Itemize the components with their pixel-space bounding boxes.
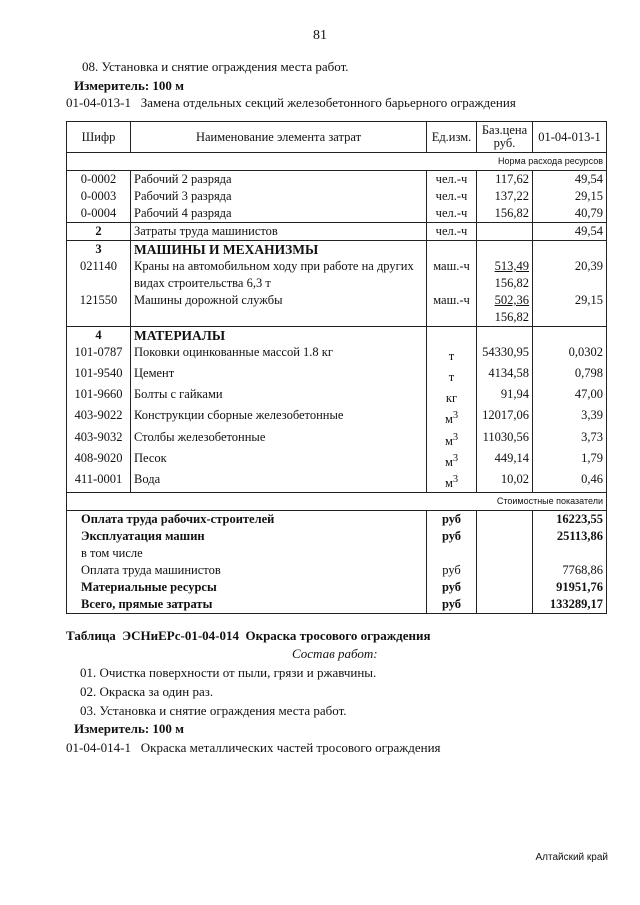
cell-name: Болты с гайками bbox=[131, 386, 427, 407]
cost-unit: руб bbox=[427, 528, 477, 545]
cost-subheader: Стоимостные показатели bbox=[67, 493, 607, 511]
table-row bbox=[67, 429, 607, 450]
cost-name: Оплата труда рабочих-строителей bbox=[67, 511, 427, 529]
cell-name: Вода bbox=[131, 471, 427, 493]
cell-price: 117,62 bbox=[477, 171, 533, 189]
cell-code: 121550 bbox=[67, 292, 131, 327]
cell-code: 2 bbox=[67, 223, 131, 241]
table-row bbox=[67, 365, 607, 386]
cell-unit: $м^3$ bbox=[427, 450, 477, 471]
cell-code: 408-9020 bbox=[67, 450, 131, 471]
work-step: 01. Очистка поверхности от пыли, грязи и ржавчины. bbox=[80, 665, 377, 680]
cell-norm: 49,54 bbox=[533, 171, 607, 189]
cost-value: 91951,76 bbox=[533, 579, 607, 596]
cell-norm: 0,46 bbox=[533, 471, 607, 493]
work-step: 02. Окраска за один раз. bbox=[80, 684, 214, 699]
composition-heading: Состав работ: bbox=[292, 646, 378, 661]
page-number: 81 bbox=[313, 28, 327, 43]
cost-unit: руб bbox=[427, 579, 477, 596]
cell-code: 0-0004 bbox=[67, 205, 131, 223]
cell-price: 156,82 bbox=[477, 205, 533, 223]
cell-price: 12017,06 bbox=[477, 407, 533, 428]
cost-name: Материальные ресурсы bbox=[67, 579, 427, 596]
cell-code: 0-0003 bbox=[67, 188, 131, 205]
cell-price: 4134,58 bbox=[477, 365, 533, 386]
cell-name: Песок bbox=[131, 450, 427, 471]
cell-name: Поковки оцинкованные массой 1.8 кг bbox=[131, 344, 427, 365]
cost-value: 133289,17 bbox=[533, 596, 607, 614]
next-table-title: Таблица ЭСНиЕРс-01-04-014 Окраска тросового ограждения bbox=[66, 628, 431, 643]
cell-unit: т bbox=[427, 344, 477, 365]
table-row bbox=[67, 450, 607, 471]
cell-norm: 20,39 bbox=[533, 258, 607, 292]
cell-norm: 3,39 bbox=[533, 407, 607, 428]
cell-price: 91,94 bbox=[477, 386, 533, 407]
cell-code: 101-9540 bbox=[67, 365, 131, 386]
cell-norm: 29,15 bbox=[533, 188, 607, 205]
norm-code-title: 01-04-014-1 Окраска металлических частей тросового ограждения bbox=[66, 740, 441, 755]
cell-name: Конструкции сборные железобетонные bbox=[131, 407, 427, 428]
table-row bbox=[67, 292, 607, 327]
section-title: МАТЕРИАЛЫ bbox=[131, 327, 427, 345]
cell-price: 11030,56 bbox=[477, 429, 533, 450]
cost-name: Всего, прямые затраты bbox=[67, 596, 427, 614]
cell-norm: 49,54 bbox=[533, 223, 607, 241]
cell-norm: 47,00 bbox=[533, 386, 607, 407]
cell-name: Краны на автомобильном ходу при работе на других видах строительства 6,3 т bbox=[131, 258, 427, 292]
machinist-row bbox=[67, 223, 607, 241]
resource-table bbox=[66, 121, 607, 614]
cell-code: 403-9022 bbox=[67, 407, 131, 428]
cell-code: 411-0001 bbox=[67, 471, 131, 493]
work-step: 08. Установка и снятие ограждения места работ. bbox=[82, 59, 349, 74]
cell-name: Столбы железобетонные bbox=[131, 429, 427, 450]
cost-unit: руб bbox=[427, 511, 477, 529]
header-name: Наименование элемента затрат bbox=[131, 122, 427, 153]
cell-unit: $м^3$ bbox=[427, 471, 477, 493]
cost-value: 16223,55 bbox=[533, 511, 607, 529]
table-row bbox=[67, 205, 607, 223]
cell-name: Рабочий 4 разряда bbox=[131, 205, 427, 223]
table-row bbox=[67, 386, 607, 407]
cell-code: 403-9032 bbox=[67, 429, 131, 450]
materials-section-row bbox=[67, 327, 607, 345]
cell-norm: 0,0302 bbox=[533, 344, 607, 365]
table-header-row bbox=[67, 122, 607, 153]
measure-unit: Измеритель: 100 м bbox=[74, 721, 185, 736]
cost-name: Эксплуатация машин bbox=[67, 528, 427, 545]
cost-row bbox=[67, 545, 607, 562]
cell-name: Машины дорожной службы bbox=[131, 292, 427, 327]
cell-unit: чел.-ч bbox=[427, 171, 477, 189]
norm-subheader: Норма расхода ресурсов bbox=[67, 153, 607, 171]
cell-name: Затраты труда машинистов bbox=[131, 223, 427, 241]
cell-norm: 0,798 bbox=[533, 365, 607, 386]
cost-row bbox=[67, 579, 607, 596]
cell-norm: 40,79 bbox=[533, 205, 607, 223]
cost-subheader-row bbox=[67, 493, 607, 511]
cost-value: 25113,86 bbox=[533, 528, 607, 545]
cell-price: 513,49 156,82 bbox=[477, 258, 533, 292]
norm-subheader-row bbox=[67, 153, 607, 171]
cell-unit: чел.-ч bbox=[427, 188, 477, 205]
header-price: Баз.цена руб. bbox=[477, 122, 533, 153]
table-row bbox=[67, 188, 607, 205]
section-code: 3 bbox=[67, 241, 131, 259]
norm-code-title: 01-04-013-1 Замена отдельных секций железобетонного барьерного ограждения bbox=[66, 95, 516, 110]
section-code: 4 bbox=[67, 327, 131, 345]
cell-code: 0-0002 bbox=[67, 171, 131, 189]
cell-name: Цемент bbox=[131, 365, 427, 386]
cell-code: 101-0787 bbox=[67, 344, 131, 365]
cost-row bbox=[67, 596, 607, 614]
cell-norm: 1,79 bbox=[533, 450, 607, 471]
table-row bbox=[67, 258, 607, 292]
cell-name: Рабочий 2 разряда bbox=[131, 171, 427, 189]
region-label: Алтайский край bbox=[535, 852, 608, 863]
work-step: 03. Установка и снятие ограждения места работ. bbox=[80, 703, 347, 718]
section-title: МАШИНЫ И МЕХАНИЗМЫ bbox=[131, 241, 427, 259]
cell-unit: $м^3$ bbox=[427, 407, 477, 428]
header-code: Шифр bbox=[67, 122, 131, 153]
header-unit: Ед.изм. bbox=[427, 122, 477, 153]
cell-price: 137,22 bbox=[477, 188, 533, 205]
cell-unit: кг bbox=[427, 386, 477, 407]
cost-name: Оплата труда машинистов bbox=[67, 562, 427, 579]
cell-unit: $м^3$ bbox=[427, 429, 477, 450]
cell-norm: 3,73 bbox=[533, 429, 607, 450]
cell-norm: 29,15 bbox=[533, 292, 607, 327]
table-row bbox=[67, 344, 607, 365]
cell-unit: маш.-ч bbox=[427, 292, 477, 327]
table-row bbox=[67, 171, 607, 189]
cell-price: 449,14 bbox=[477, 450, 533, 471]
cell-unit: маш.-ч bbox=[427, 258, 477, 292]
cell-price: 54330,95 bbox=[477, 344, 533, 365]
table-row bbox=[67, 407, 607, 428]
cell-code: 021140 bbox=[67, 258, 131, 292]
cost-name: в том числе bbox=[67, 545, 427, 562]
measure-unit: Измеритель: 100 м bbox=[74, 78, 185, 93]
cost-value: 7768,86 bbox=[533, 562, 607, 579]
table-row bbox=[67, 471, 607, 493]
cost-row bbox=[67, 562, 607, 579]
cell-price: 10,02 bbox=[477, 471, 533, 493]
cost-row bbox=[67, 511, 607, 529]
machines-section-row bbox=[67, 241, 607, 259]
cost-unit: руб bbox=[427, 562, 477, 579]
cell-code: 101-9660 bbox=[67, 386, 131, 407]
cell-unit: чел.-ч bbox=[427, 205, 477, 223]
cost-unit: руб bbox=[427, 596, 477, 614]
cell-unit: чел.-ч bbox=[427, 223, 477, 241]
cost-row bbox=[67, 528, 607, 545]
cell-unit: т bbox=[427, 365, 477, 386]
cell-name: Рабочий 3 разряда bbox=[131, 188, 427, 205]
cell-price: 502,36 156,82 bbox=[477, 292, 533, 327]
header-norm: 01-04-013-1 bbox=[533, 122, 607, 153]
